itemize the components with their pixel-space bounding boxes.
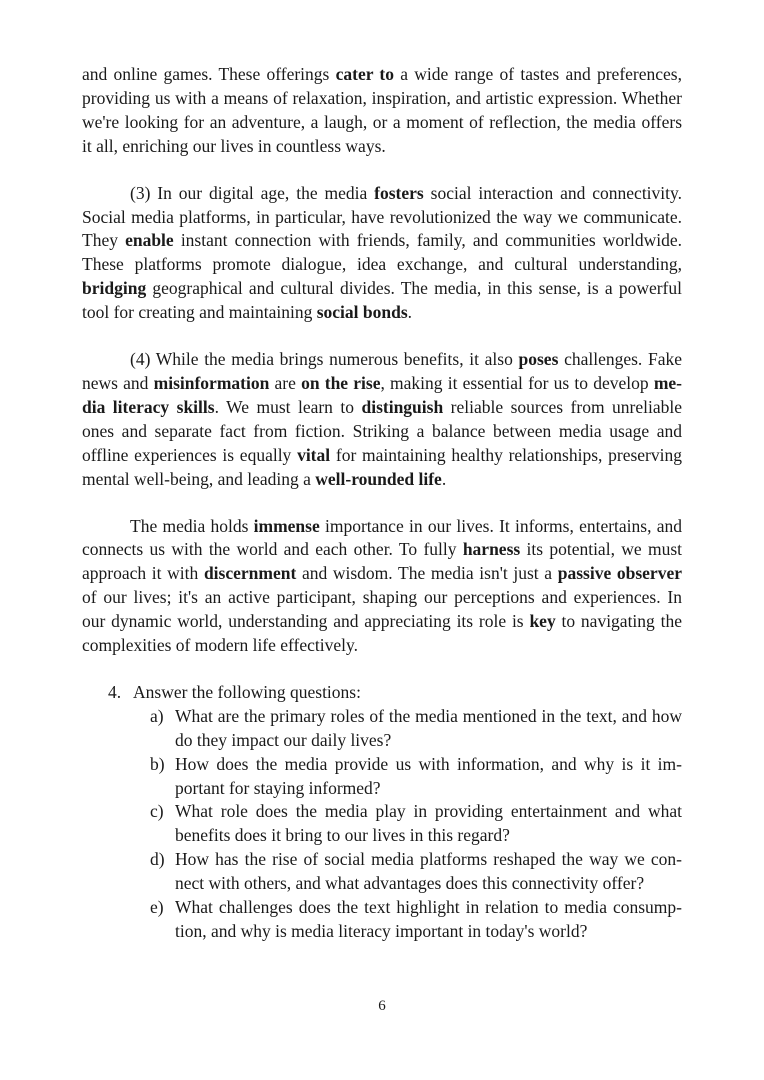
- text-run: They: [82, 230, 126, 251]
- body-paragraph: [82, 182, 682, 325]
- text-run: we're looking for an adventure, a laugh, or a moment of reflection, the media offers: [82, 111, 682, 132]
- text-run: instant connection with friends, family, and communities worldwide.: [173, 230, 682, 251]
- text-line: [82, 444, 682, 468]
- key-term: bridging: [82, 278, 147, 299]
- text-run: its potential, we must: [520, 539, 682, 560]
- key-term: misinformation: [153, 372, 270, 393]
- question-item: [150, 896, 682, 944]
- text-line: [82, 111, 682, 135]
- exercise-number: 4.: [108, 681, 122, 702]
- text-run: social interaction and connectivity.: [423, 182, 683, 203]
- text-run: approach it with: [82, 563, 204, 584]
- question-line: How does the media provide us with information, and why is it im-: [175, 753, 682, 774]
- text-run: of our lives; it's an active participant, shaping our perceptions and experiences. In: [82, 587, 682, 608]
- question-line: benefits does it bring to our lives in this regard?: [175, 825, 510, 846]
- question-line: tion, and why is media literacy important in today's world?: [175, 921, 588, 941]
- question-label: d): [150, 849, 165, 870]
- text-line: [82, 396, 682, 420]
- text-run: are: [269, 372, 302, 393]
- key-term: me-: [653, 372, 683, 393]
- text-run: and online games. These offerings: [82, 64, 336, 84]
- text-line: [82, 634, 682, 658]
- text-run: geographical and cultural divides. The media, in this sense, is a powerful: [146, 278, 682, 299]
- text-line: [82, 229, 682, 253]
- key-term: immense: [253, 515, 320, 536]
- text-run: news and: [82, 372, 154, 393]
- key-term: fosters: [374, 182, 424, 203]
- text-run: These platforms promote dialogue, idea exchange, and cultural understanding,: [82, 254, 682, 275]
- text-line: [82, 515, 682, 539]
- text-run: .: [441, 468, 447, 489]
- text-run: challenges. Fake: [558, 349, 682, 370]
- key-term: vital: [297, 444, 331, 465]
- text-line: [82, 562, 682, 586]
- body-text: [82, 63, 682, 658]
- text-line: [82, 586, 682, 610]
- text-line: [82, 610, 682, 634]
- question-line: portant for staying informed?: [175, 777, 381, 798]
- question-line: What are the primary roles of the media mentioned in the text, and how: [175, 705, 682, 726]
- text-run: providing us with a means of relaxation, inspiration, and artistic expression. Whether: [82, 87, 682, 108]
- text-run: our dynamic world, understanding and appreciating its role is: [82, 611, 530, 632]
- key-term: passive observer: [557, 563, 682, 584]
- exercise-section: [82, 681, 682, 944]
- text-run: , making it essential for us to develop: [380, 372, 654, 393]
- text-line: [82, 301, 682, 325]
- text-line: [82, 135, 682, 159]
- question-line: How has the rise of social media platforms reshaped the way we con-: [175, 849, 682, 870]
- key-term: discernment: [203, 563, 297, 584]
- text-run: offline experiences is equally: [82, 444, 298, 465]
- text-run: importance in our lives. It informs, entertains, and: [319, 515, 682, 536]
- key-term: harness: [462, 539, 521, 560]
- key-term: social bonds: [316, 302, 408, 323]
- key-term: cater to: [335, 64, 394, 84]
- text-run: for maintaining healthy relationships, preserving: [330, 444, 682, 465]
- text-line: [82, 277, 682, 301]
- text-run: The media holds: [130, 515, 254, 536]
- text-run: and wisdom. The media isn't just a: [296, 563, 558, 584]
- text-run: complexities of modern life effectively.: [82, 635, 359, 656]
- exercise-heading-text: Answer the following questions:: [133, 681, 361, 702]
- text-run: connects us with the world and each other. To fully: [82, 539, 463, 560]
- text-run: it all, enriching our lives in countless ways.: [82, 135, 386, 156]
- text-run: . We must learn to: [214, 396, 362, 417]
- question-item: [150, 753, 682, 801]
- page-number: 6: [378, 998, 386, 1014]
- key-term: key: [529, 611, 556, 632]
- text-run: ones and separate fact from fiction. Striking a balance between media usage and: [82, 420, 682, 441]
- key-term: poses: [518, 349, 559, 370]
- text-line: [82, 63, 682, 87]
- page-content: [82, 63, 682, 944]
- text-run: (4) While the media brings numerous benefits, it also: [130, 349, 519, 370]
- text-line: [82, 538, 682, 562]
- key-term: enable: [125, 230, 174, 251]
- body-paragraph: [82, 348, 682, 491]
- text-line: [82, 420, 682, 444]
- text-run: reliable sources from unreliable: [443, 396, 682, 417]
- question-line: What role does the media play in providing entertainment and what: [175, 801, 682, 822]
- text-run: to navigating the: [555, 611, 682, 632]
- exercise-heading: [82, 681, 682, 705]
- body-paragraph: [82, 63, 682, 159]
- question-label: a): [150, 705, 164, 726]
- text-line: [82, 87, 682, 111]
- question-line: nect with others, and what advantages does this connectivity offer?: [175, 873, 645, 894]
- text-run: .: [407, 302, 413, 323]
- text-line: [82, 468, 682, 492]
- text-line: [82, 206, 682, 230]
- key-term: on the rise: [301, 372, 381, 393]
- text-run: mental well-being, and leading a: [82, 468, 316, 489]
- question-label: c): [150, 801, 164, 822]
- text-line: [82, 253, 682, 277]
- text-line: [82, 348, 682, 372]
- question-item: [150, 848, 682, 896]
- key-term: dia literacy skills: [82, 396, 215, 417]
- text-run: tool for creating and maintaining: [82, 302, 317, 323]
- text-run: (3) In our digital age, the media: [130, 182, 375, 203]
- text-line: [82, 372, 682, 396]
- question-line: What challenges does the text highlight in relation to media consump-: [175, 897, 682, 918]
- question-label: b): [150, 753, 165, 774]
- text-run: Social media platforms, in particular, have revolutionized the way we communicate.: [82, 206, 682, 227]
- text-run: a wide range of tastes and preferences,: [393, 64, 682, 84]
- key-term: well-rounded life: [315, 468, 442, 489]
- question-list: [150, 705, 682, 944]
- body-paragraph: [82, 515, 682, 658]
- text-line: [82, 182, 682, 206]
- question-item: [150, 705, 682, 753]
- question-item: [150, 800, 682, 848]
- question-line: do they impact our daily lives?: [175, 729, 392, 750]
- question-label: e): [150, 897, 164, 918]
- key-term: distinguish: [361, 396, 444, 417]
